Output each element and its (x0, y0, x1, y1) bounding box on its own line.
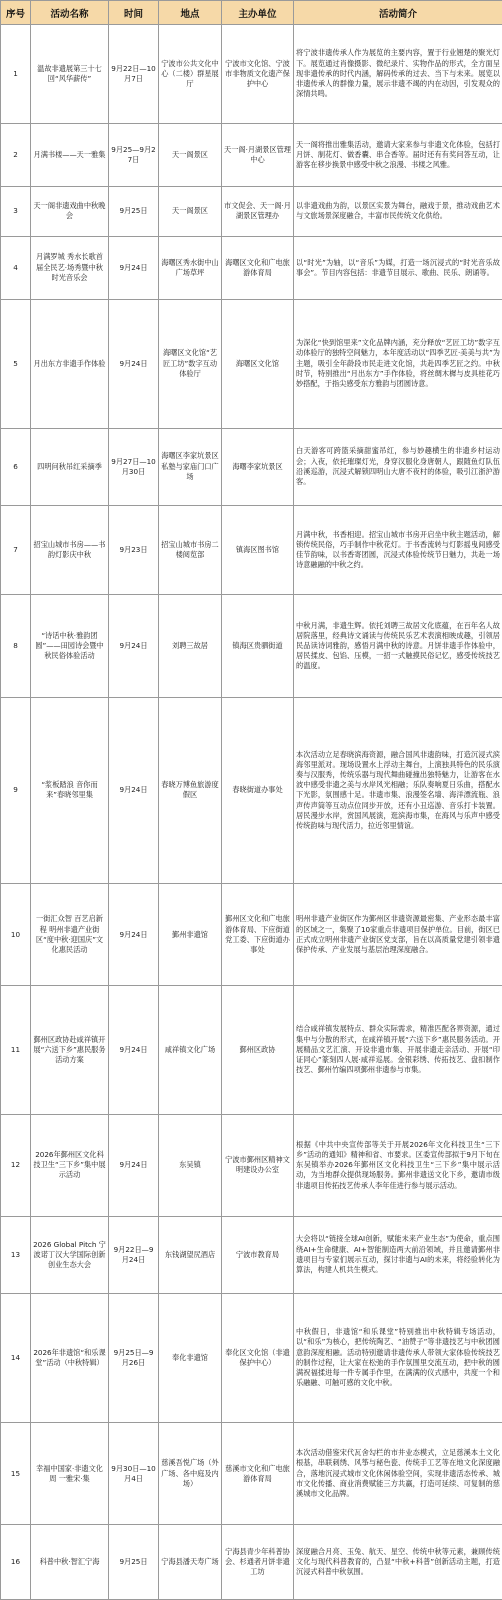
activity-organizer: 海曙李家坑景区 (222, 428, 294, 505)
table-header-row (1, 1, 502, 25)
activity-description: 为深化“快到馆里来”文化品牌内涵，充分释放“艺匠工坊”数字互动体验厅的独特空间魅力，本年度活动以“四季艺匠·美美与共”为主题，吸引全年龄段市民走进文化馆，共赴四季艺匠之约。中秋时节，特别推出“月出东方”手作体验，将丝绸木樨与皮具桂花巧妙搭配，于指尖感受东方雅韵与团圆诗意。 (294, 299, 502, 428)
activity-organizer: 镇海区贵驷街道 (222, 595, 294, 697)
activity-place: 东吴镇 (159, 1114, 222, 1216)
row-number: 15 (1, 1423, 31, 1525)
activity-name: “诗话中秋·雅韵团圆”——田园诗会暨中秋民俗体验活动 (31, 595, 109, 697)
activity-name: 招宝山城市书房——书韵灯影庆中秋 (31, 505, 109, 595)
table-row (1, 595, 502, 697)
activity-name: 鄞州区政协赴咸祥镇开展“六送下乡”惠民服务活动方案 (31, 986, 109, 1114)
activity-description: 中秋假日，非遗馆“和乐课堂”特别推出中秋特辑专场活动，以“和乐”为核心，把传统陶艺、“油赞子”等非遗技艺与中秋团圆意韵深度相融。活动特别邀请非遗传承人带领大家体验传统技艺的制作过程，让大家在松弛的手作氛围里交流互动，把中秋的圆满祝福揉进每一件专属手作里，在满满的仪式感中，共度一个和乐融融、可触可感的文化中秋。 (294, 1293, 502, 1422)
activity-name: 月出东方非遗手作体验 (31, 299, 109, 428)
activity-description: 本次活动立足春晓滨海资源，融合国风非遗韵味，打造沉浸式滨海邻里派对。现场设置水上浮动主舞台，上演独具特色的民乐演奏与汉服秀，传统乐器与现代舞曲碰撞出独特魅力，让游客在水波中感受非遗之美与水岸风光相融；乐队奏响夏日乐曲，搭配水下光影，氛围感十足。非遗市集、浪漫签名墙、海洋漂流瓶、浪声传声筒等互动点位同步开放，还有小丑巡游、音乐打卡装置。居民漫步水岸，赏国风展演，逛滨海市集，在海风与乐声中感受传统韵味与现代活力，拉近邻里情谊。 (294, 697, 502, 883)
table-row (1, 1525, 502, 1600)
activity-place: 招宝山城市书房二楼阅览部 (159, 505, 222, 595)
activity-description: 以非遗戏曲为韵，以景区实景为舞台，融戏于景，推动戏曲艺术与文旅场景深度融合，丰富市民传统文化供给。 (294, 186, 502, 236)
activity-description: 以“时光”为轴，以“音乐”为媒，打造一场沉浸式的“时光音乐故事会”。节目内容包括：非遗节目展示、歌曲、民乐、朗诵等。 (294, 236, 502, 299)
activity-time: 9月24日 (109, 236, 159, 299)
activity-time: 9月22日—9月24日 (109, 1216, 159, 1293)
table-row (1, 1216, 502, 1293)
row-number: 4 (1, 236, 31, 299)
table-row (1, 123, 502, 186)
activity-time: 9月25—9月27日 (109, 123, 159, 186)
activity-place: 东钱湖望尻酒店 (159, 1216, 222, 1293)
row-number: 1 (1, 25, 31, 124)
activity-organizer: 宁波市鄞州区精神文明建设办公室 (222, 1114, 294, 1216)
activity-organizer: 天一阁·月湖景区管理中心 (222, 123, 294, 186)
activity-place: 春晓万博鱼旅游度假区 (159, 697, 222, 883)
row-number: 16 (1, 1525, 31, 1600)
activity-place: 刘聘三故居 (159, 595, 222, 697)
header-name: 活动名称 (31, 1, 109, 25)
activity-organizer: 奉化区文化馆（非遗保护中心） (222, 1293, 294, 1422)
activity-description: 明州非遗产业街区作为鄞州区非遗资源最密集、产业形态最丰富的区域之一，集聚了10家重点非遗项目保护单位。目前，街区已正式成立明州非遗产业街区党支部，旨在以高质量党建引领非遗保护传承、产业发展与基层治理深度融合。 (294, 884, 502, 986)
activity-organizer: 慈溪市文化和广电旅游体育局 (222, 1423, 294, 1525)
header-time: 时间 (109, 1, 159, 25)
table-row (1, 505, 502, 595)
table-body (1, 25, 502, 1600)
activity-description: 天一阁将推出雅集活动，邀请大家来参与非遗文化体验，包括打月饼、制花灯、做香囊、串合香等。届时还有有奖问答互动，让游客在移步换景中感受中秋之浪漫、书楼之风雅。 (294, 123, 502, 186)
table-row (1, 428, 502, 505)
activity-name: 四明问秋吊红采摘季 (31, 428, 109, 505)
activity-organizer: 鄞州区政协 (222, 986, 294, 1114)
activity-name: 温故非遗展第三十七回“风华薪传” (31, 25, 109, 124)
table-row (1, 236, 502, 299)
activity-name: 一街汇众智 百艺启新程 明州非遗产业街区“度中秋·迎国庆”文化惠民活动 (31, 884, 109, 986)
row-number: 10 (1, 884, 31, 986)
activity-time: 9月24日 (109, 697, 159, 883)
activity-organizer: 宁波市教育局 (222, 1216, 294, 1293)
activity-organizer: 海曙区文化馆 (222, 299, 294, 428)
activity-name: “浆板踏浪 音你而来”春晓邻里集 (31, 697, 109, 883)
activity-time: 9月22日—10月7日 (109, 25, 159, 124)
table-row (1, 986, 502, 1114)
activity-organizer: 市文促会、天一阁·月湖景区管理办 (222, 186, 294, 236)
activity-time: 9月24日 (109, 986, 159, 1114)
row-number: 9 (1, 697, 31, 883)
activity-place: 咸祥镇文化广场 (159, 986, 222, 1114)
row-number: 2 (1, 123, 31, 186)
activity-place: 天一阁景区 (159, 186, 222, 236)
header-place: 地点 (159, 1, 222, 25)
activity-place: 慈溪吾悦广场（外广场、各中庭及内场） (159, 1423, 222, 1525)
table-row (1, 186, 502, 236)
table-row (1, 1423, 502, 1525)
activity-place: 奉化非遗馆 (159, 1293, 222, 1422)
row-number: 5 (1, 299, 31, 428)
activity-place: 鄞州非遗馆 (159, 884, 222, 986)
activity-name: 月满书楼——天一雅集 (31, 123, 109, 186)
activity-description: 月满中秋，书香相迎。招宝山城市书房开启坐中秋主题活动，解锁传统民俗，巧手制作中秋花灯。于书香流转与灯影摇曳间感受佳节韵味，以书香寄团圆，沉浸式体验传统节日魅力，共赴一场诗意融融的中秋之约。 (294, 505, 502, 595)
table-row (1, 1293, 502, 1422)
activity-place: 海曙区李家坑景区私塾与家庙门口广场 (159, 428, 222, 505)
activity-time: 9月23日 (109, 505, 159, 595)
activity-description: 本次活动借鉴宋代瓦舍勾栏的市井业态模式，立足慈溪本土文化根基，串联刺绣、风筝与秘色瓷、传统手工艺等在地文化深度融合，落地沉浸式城市文化休闲体验空间，实现非遗活态传承、城市文化传播、商业消费赋能三方共赢，打造可延续、可复制的慈溪城市文化品牌。 (294, 1423, 502, 1525)
activity-description: 大会将以“链接全球AI创新，赋能未来产业生态”为使命，重点围绕AI+生命健康、AI+智能制造两大前沿领域，并且邀请鄞州非遗项目与专家们展示互动，探讨非遗与AI的未来，将经验转化为算法，构建人机共生模式。 (294, 1216, 502, 1293)
table-row (1, 299, 502, 428)
activity-organizer: 海曙区文化和广电旅游体育局 (222, 236, 294, 299)
activity-time: 9月25日 (109, 1525, 159, 1600)
activity-name: 天一阁非遗戏曲中秋晚会 (31, 186, 109, 236)
table-row (1, 1114, 502, 1216)
row-number: 6 (1, 428, 31, 505)
activity-organizer: 镇海区图书馆 (222, 505, 294, 595)
activity-organizer: 鄞州区文化和广电旅游体育局、下应街道党工委、下应街道办事处 (222, 884, 294, 986)
table-row (1, 697, 502, 883)
row-number: 11 (1, 986, 31, 1114)
activity-time: 9月27日—10月30日 (109, 428, 159, 505)
activity-description: 白天游客可跨篮采摘甜蜜吊红，参与妙趣横生的非遗乡村运动会；入夜，依托璀璨灯光，身穿汉服化身唐朝人，跟随鱼灯队伍沿溪巡游，沉浸式解锁四明山大唐不夜村的体验，吸引江浙沪游客。 (294, 428, 502, 505)
activity-place: 宁海县潘天寿广场 (159, 1525, 222, 1600)
row-number: 13 (1, 1216, 31, 1293)
table-row (1, 25, 502, 124)
activity-description: 中秋月满，非遗生辉。依托刘聘三故居文化底蕴，在百年名人故居院落里，经典诗文诵读与传统民乐艺术表演相映成趣，引领居民品读诗词雅韵，感悟月满中秋的诗意。月饼非遗手作体验中，居民揉皮、包馅、压模，一招一式触摸民俗记忆，感受传统技艺的温度。 (294, 595, 502, 697)
activity-organizer: 宁海县青少年科普协会、杉通者月饼非遗工坊 (222, 1525, 294, 1600)
activity-name: 科普中秋·智汇宁海 (31, 1525, 109, 1600)
activity-organizer: 宁波市文化馆、宁波市非物质文化遗产保护中心 (222, 25, 294, 124)
header-no: 序号 (1, 1, 31, 25)
activity-place: 天一阁景区 (159, 123, 222, 186)
activity-place: 宁波市公共文化中心（二楼）群星展厅 (159, 25, 222, 124)
row-number: 3 (1, 186, 31, 236)
activity-time: 9月25日—9月26日 (109, 1293, 159, 1422)
activity-description: 结合咸祥镇发展特点、群众实际需求，精准匹配各界资源，通过集中与分散的形式，在咸祥镇开展“六送下乡”惠民服务活动。开展精品文艺汇演、开设非遗市集、开展非遗走亲活动、开展“印证同心”篆刻四人展·咸祥巡展。金银彩绣、传拓技艺、盘扣制作技艺、鄞州竹编四项鄞州非遗参与市集。 (294, 986, 502, 1114)
row-number: 8 (1, 595, 31, 697)
activity-name: 2026年非遗馆“和乐课堂”活动（中秋特辑） (31, 1293, 109, 1422)
table-row (1, 884, 502, 986)
activity-time: 9月24日 (109, 595, 159, 697)
activity-name: 2026年鄞州区文化科技卫生“三下乡”集中展示活动 (31, 1114, 109, 1216)
activity-name: 幸福中国家·非遗文化周 一雅宋·集 (31, 1423, 109, 1525)
activity-description: 根据《中共中央宣传部等关于开展2026年文化科技卫生“三下乡”活动的通知》精神和省、市要求。区委宣传部拟于9月下旬在东吴镇举办2026年鄞州区文化科技卫生“三下乡”集中展示活动，为当地群众提供现场服务。鄞州非遗送文化下乡，邀请市级非遗项目传拓技艺传承人李年佳进行参与展示活动。 (294, 1114, 502, 1216)
activity-description: 将宁波非遗传承人作为展览的主要内容，置于行业翘楚的聚光灯下。展览通过肖像摄影、微纪录片、实物作品的形式，全方面呈现非遗传承的时代内涵，解码传承的过去、当下与未来。展览以非遗传承人的群像力量，展示非遗不竭的内在动因，引发观众的深情共鸣。 (294, 25, 502, 124)
header-desc: 活动简介 (294, 1, 502, 25)
activity-time: 9月24日 (109, 299, 159, 428)
row-number: 7 (1, 505, 31, 595)
activity-place: 海曙区秀水街中山广场草坪 (159, 236, 222, 299)
activity-description: 深度融合月亮、玉兔、航天、星空、传统中秋等元素，兼顾传统文化与现代科普教育的，凸显“中秋+科普”创新活动主题，打造沉浸式科普中秋氛围。 (294, 1525, 502, 1600)
activity-name: 月满罗城 秀水长歌首届全民艺·场秀暨中秋时光音乐会 (31, 236, 109, 299)
activity-time: 9月30日—10月4日 (109, 1423, 159, 1525)
activity-time: 9月24日 (109, 884, 159, 986)
activity-organizer: 春晓街道办事处 (222, 697, 294, 883)
row-number: 12 (1, 1114, 31, 1216)
activity-place: 海曙区文化馆“艺匠工坊”数字互动体验厅 (159, 299, 222, 428)
activity-name: 2026 Global Pitch 宁波诺丁汉大学国际创新创业生态大会 (31, 1216, 109, 1293)
activity-time: 9月25日 (109, 186, 159, 236)
row-number: 14 (1, 1293, 31, 1422)
activity-time: 9月24日 (109, 1114, 159, 1216)
header-org: 主办单位 (222, 1, 294, 25)
